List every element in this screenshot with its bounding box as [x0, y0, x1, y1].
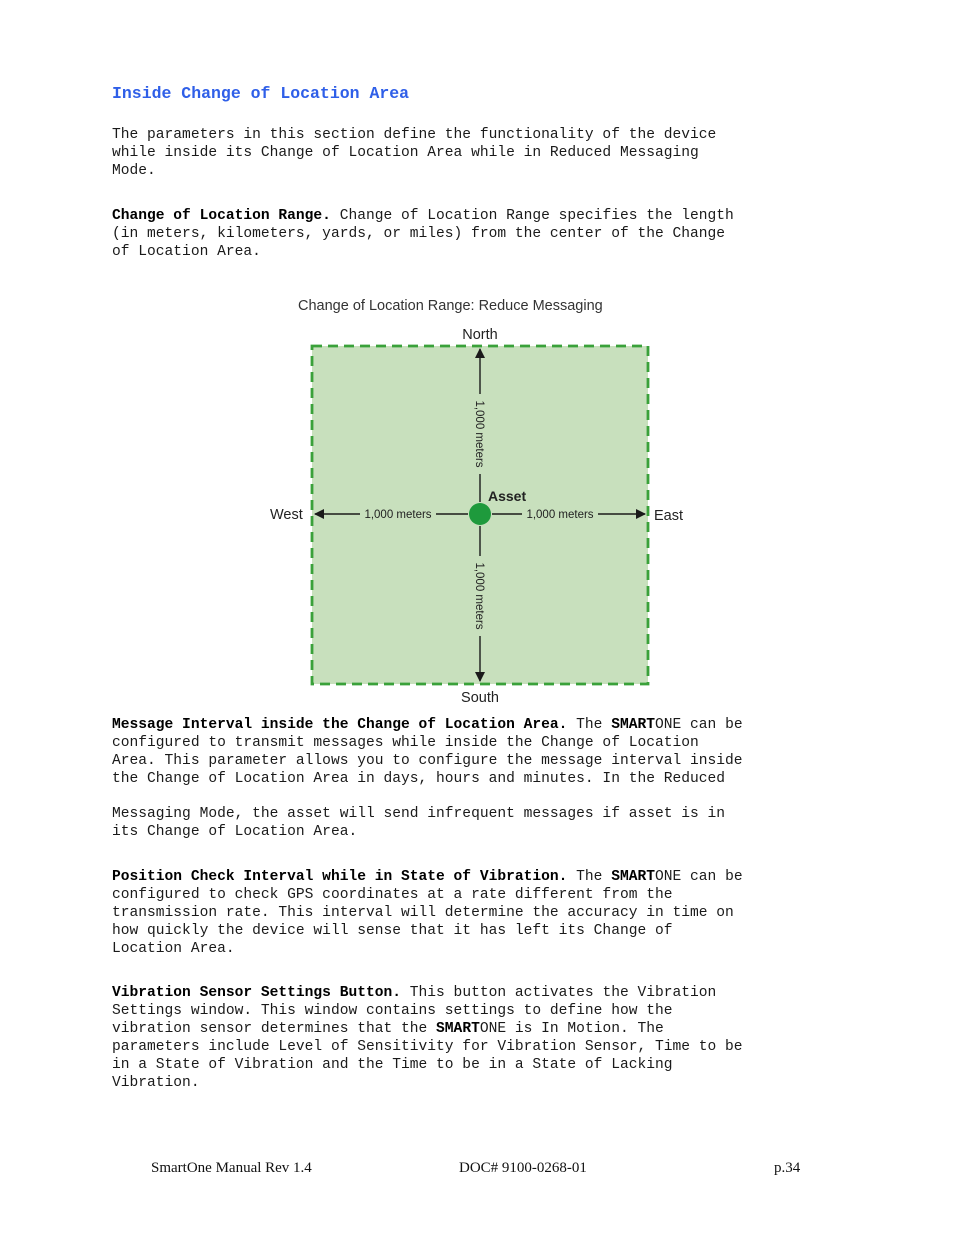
message-interval-paragraph: [112, 716, 812, 788]
message-interval-continuation: Messaging Mode, the asset will send infrequent messages if asset is in its Change of Location Area.: [112, 806, 726, 840]
brand-smart: SMART: [611, 869, 655, 885]
footer-page-number: p.34: [774, 1160, 801, 1176]
range-paragraph: [112, 207, 812, 261]
south-label: South: [461, 690, 499, 706]
message-interval-text-a: The: [567, 717, 612, 733]
south-distance-label: 1,000 meters: [473, 562, 485, 630]
north-distance-label: 1,000 meters: [473, 400, 485, 468]
position-check-text-a: The: [567, 869, 612, 885]
brand-one: ONE: [655, 869, 682, 885]
position-check-text-b: can be configured to check GPS coordinates at a rate different from the transmission rate. This interval will determine the accuracy in time on how quickly the device will sense that it has left its Change of Location Area.: [112, 869, 743, 957]
asset-label: Asset: [488, 488, 527, 504]
vibration-settings-text-b: is In Motion. The parameters include Level of Sensitivity for Vibration Sensor, Time to be in a State of Vibration and the Time to be in a State of Lacking Vibration.: [112, 1021, 743, 1091]
range-text: Change of Location Range specifies the length (in meters, kilometers, yards, or miles) from the center of the Change of Location Area.: [112, 208, 734, 260]
position-check-paragraph: [112, 868, 812, 958]
position-check-term: Position Check Interval while in State of Vibration.: [112, 869, 568, 885]
east-distance-label: 1,000 meters: [526, 509, 594, 521]
vibration-settings-text-a: This button activates the Vibration Settings window. This window contains settings to define how the vibration sensor determines that the: [112, 985, 717, 1037]
intro-paragraph: The parameters in this section define the functionality of the device while inside its Change of Location Area while in Reduced Messaging Mode.: [112, 127, 717, 179]
brand-one: ONE: [479, 1021, 507, 1037]
asset-marker: [469, 503, 491, 525]
north-label: North: [462, 327, 498, 343]
vibration-settings-paragraph: [112, 984, 812, 1092]
west-label: West: [270, 507, 303, 523]
location-range-figure: [260, 288, 700, 708]
range-term: Change of Location Range.: [112, 208, 331, 224]
footer-manual-title: SmartOne Manual Rev 1.4: [151, 1160, 312, 1176]
west-distance-label: 1,000 meters: [364, 509, 432, 521]
brand-smart: SMART: [611, 717, 655, 733]
message-interval-text-b: can be configured to transmit messages while inside the Change of Location Area. This parameter allows you to configure the message interval inside the Change of Location Area in days, hours and minutes. In the Reduced: [112, 717, 743, 787]
vibration-settings-term: Vibration Sensor Settings Button.: [112, 985, 402, 1001]
section-title: Inside Change of Location Area: [112, 84, 410, 103]
figure-title: Change of Location Range: Reduce Messaging: [298, 298, 603, 314]
location-range-diagram: [260, 288, 700, 708]
brand-smart: SMART: [436, 1021, 480, 1037]
brand-one: ONE: [655, 717, 682, 733]
message-interval-term: Message Interval inside the Change of Location Area.: [112, 717, 568, 733]
east-label: East: [654, 508, 684, 524]
footer-doc-number: DOC# 9100-0268-01: [459, 1160, 587, 1176]
